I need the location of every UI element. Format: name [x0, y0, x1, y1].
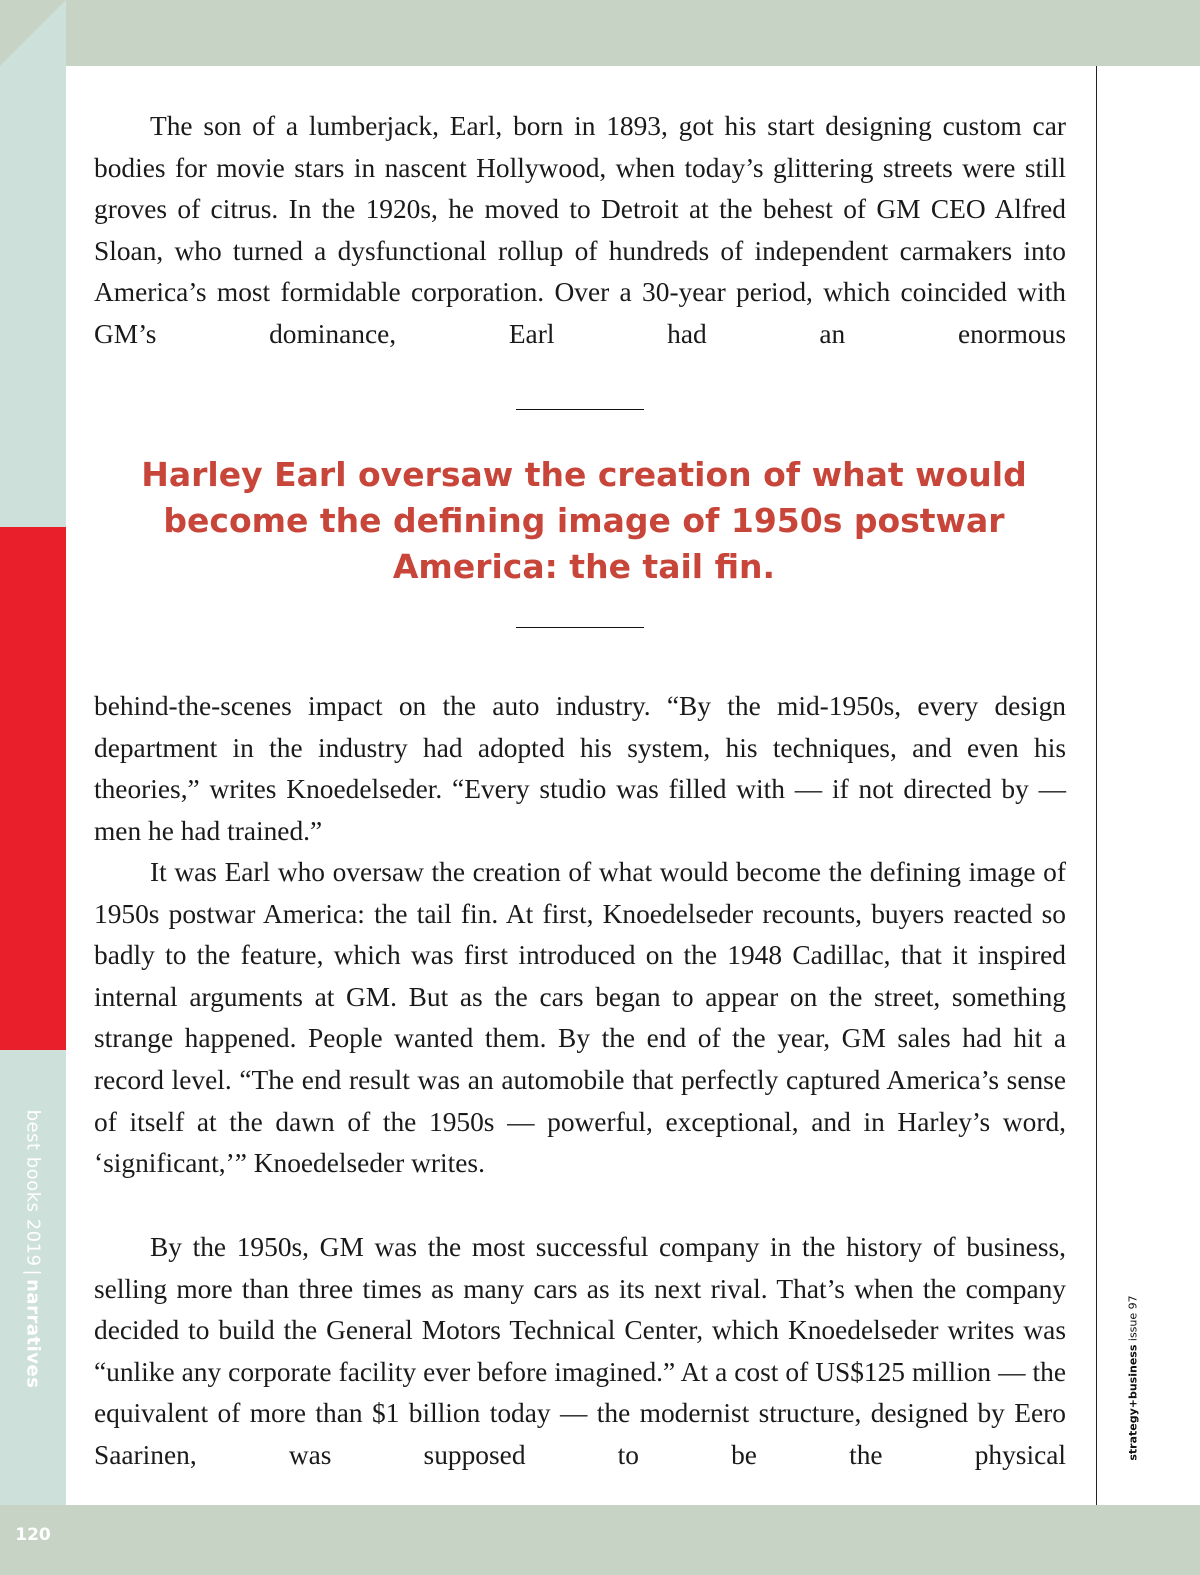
section-prefix: best books 2019: [22, 1109, 44, 1267]
top-margin-band: [0, 0, 1200, 66]
body-paragraph-4: By the 1950s, GM was the most successful company in the history of business, selling more than three times as many cars as its next rival. That’s when the company decided to build the General Motors Technical Center, which Knoedelseder writes was “unlike any corporate facility ever before imagined.” At a cost of US$125 million — the equivalent of more than $1 billion today — the modernist structure, designed by Eero Saarinen, was supposed to be the physical: [94, 1232, 1066, 1470]
section-name: narratives: [22, 1279, 44, 1389]
body-paragraph-1: The son of a lumberjack, Earl, born in 1893, got his start designing custom car bodies for movie stars in nascent Hollywood, when today’s glittering streets were still groves of citrus. In the 1920s, he moved to Detroit at the behest of GM CEO Alfred Sloan, who turned a dysfunctional rollup of hundreds of independent carmakers into America’s most formidable corporation. Over a 30-year period, which coincided with GM’s dominance, Earl had an enormous: [94, 111, 1066, 349]
body-paragraph-3: It was Earl who oversaw the creation of what would become the defining image of 1950s postwar America: the tail fin. At first, Knoedelseder recounts, buyers reacted so badly to the feature, which was first introduced on the 1948 Cadillac, that it inspired internal arguments at GM. But as the cars began to appear on the street, something strange happened. People wanted them. By the end of the year, GM sales had hit a record level. “The end result was an automobile that perfectly captured America’s sense of itself at the dawn of the 1950s — powerful, exceptional, and in Harley’s word, ‘significant,’” Knoedelseder writes.: [94, 857, 1066, 1179]
pull-quote-rule-top: [516, 409, 644, 410]
section-tab: [0, 527, 66, 1545]
publication-label: [1127, 1295, 1140, 1460]
pull-quote-rule-bottom: [516, 627, 644, 628]
issue-number: issue 97: [1126, 1295, 1140, 1342]
publication-name: strategy+business: [1126, 1344, 1140, 1461]
section-label: [23, 1110, 44, 1389]
body-paragraph-2: behind-the-scenes impact on the auto industry. “By the mid-1950s, every design department in the industry had adopted his system, his techniques, and even his theories,” writes Knoedelseder. “Every studio was filled with — if not directed by — men he had trained.”: [94, 691, 1066, 846]
page-number: 120: [15, 1525, 51, 1545]
right-vertical-rule: [1096, 66, 1097, 1505]
bottom-margin-band: [0, 1505, 1200, 1575]
pull-quote: Harley Earl oversaw the creation of what would become the defining image of 1950s postwar America: the tail fin.: [141, 455, 1027, 586]
section-separator: |: [22, 1269, 44, 1277]
top-left-corner-wedge: [0, 0, 66, 66]
